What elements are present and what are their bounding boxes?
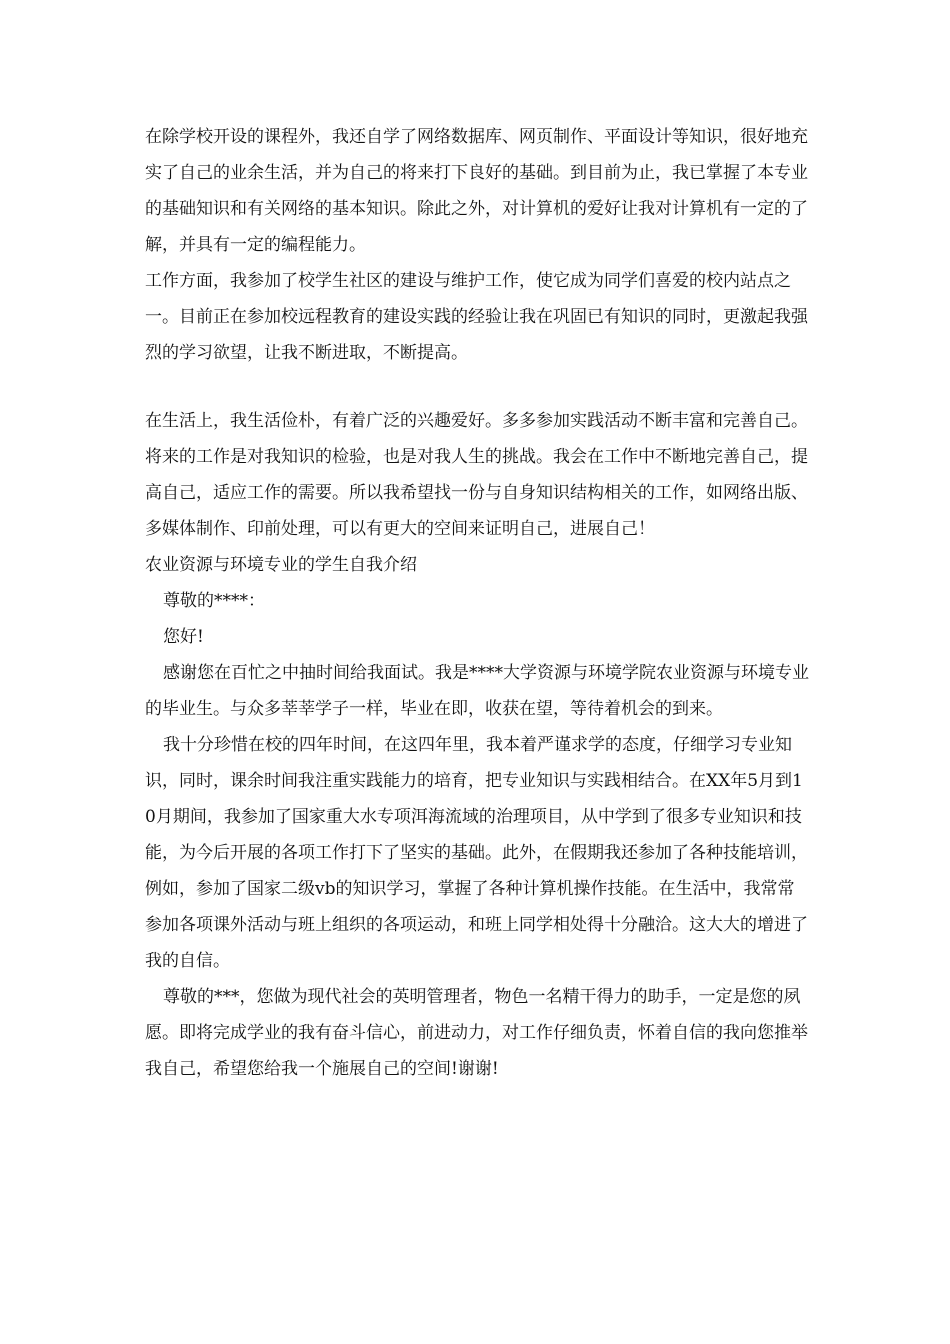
paragraph-self-study: 在除学校开设的课程外，我还自学了网络数据库、网页制作、平面设计等知识，很好地充实了自己的业余生活，并为自己的将来打下良好的基础。到目前为止，我已掌握了本专业的基础知识和有关网络的基本知识。除此之外，对计算机的爱好让我对计算机有一定的了解，并具有一定的编程能力。 <box>145 127 808 255</box>
paragraph-study: 我十分珍惜在校的四年时间，在这四年里，我本着严谨求学的态度，仔细学习专业知识，同时，课余时间我注重实践能力的培育，把专业知识与实践相结合。在XX年5月到10月期间，我参加了国家重大水专项洱海流域的治理项目，从中学到了很多专业知识和技能，为今后开展的各项工作打下了坚实的基础。此外，在假期我还参加了各种技能培训，例如，参加了国家二级vb的知识学习，掌握了各种计算机操作技能。在生活中，我常常参加各项课外活动与班上组织的各项运动，和班上同学相处得十分融洽。这大大的增进了我的自信。 <box>145 735 808 971</box>
paragraph-future: 将来的工作是对我知识的检验，也是对我人生的挑战。我会在工作中不断地完善自己，提高自己，适应工作的需要。所以我希望找一份与自身知识结构相关的工作，如网络出版、多媒体制作、印前处理，可以有更大的空间来证明自己，进展自己！ <box>145 447 808 539</box>
paragraph-work: 工作方面，我参加了校学生社区的建设与维护工作，使它成为同学们喜爱的校内站点之一。目前正在参加校远程教育的建设实践的经验让我在巩固已有知识的同时，更激起我强烈的学习欲望，让我不断进取，不断提高。 <box>145 271 808 363</box>
greeting: 您好! <box>163 627 204 647</box>
paragraph-thanks: 感谢您在百忙之中抽时间给我面试。我是****大学资源与环境学院农业资源与环境专业的毕业生。与众多莘莘学子一样，毕业在即，收获在望，等待着机会的到来。 <box>145 663 809 719</box>
paragraph-closing: 尊敬的***，您做为现代社会的英明管理者，物色一名精干得力的助手，一定是您的夙愿。即将完成学业的我有奋斗信心，前进动力，对工作仔细负责，怀着自信的我向您推举我自己，希望您给我一个施展自己的空间!谢谢! <box>145 987 808 1079</box>
document-body <box>145 119 810 1087</box>
paragraph-life: 在生活上，我生活俭朴，有着广泛的兴趣爱好。多多参加实践活动不断丰富和完善自己。 <box>145 411 808 431</box>
salutation: 尊敬的****： <box>163 591 265 611</box>
section-title: 农业资源与环境专业的学生自我介绍 <box>145 555 417 575</box>
